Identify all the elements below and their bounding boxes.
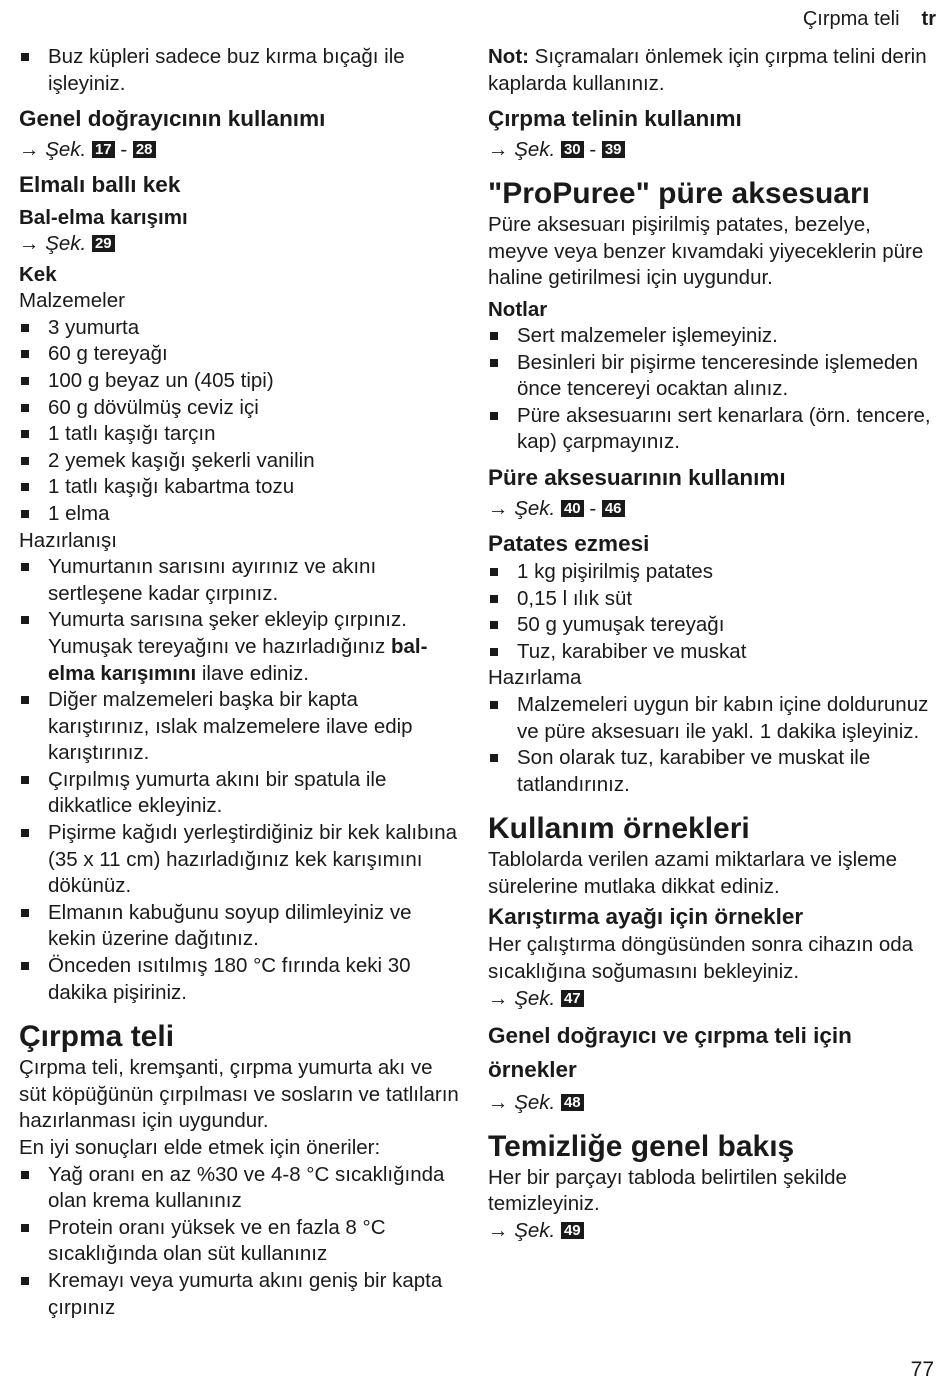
intro-bullet-list	[19, 44, 459, 97]
list-item: Son olarak tuz, karabiber ve muskat ile tatlandırınız.	[488, 745, 936, 798]
figure-number-badge: 39	[602, 141, 625, 158]
list-item: 3 yumurta	[19, 315, 459, 342]
list-item: Kremayı veya yumurta akını geniş bir kapta çırpınız	[19, 1268, 459, 1321]
figure-ref-genel-cirpma	[488, 1090, 936, 1116]
figure-ref-pure	[488, 496, 936, 522]
right-column	[488, 44, 936, 1244]
running-header	[803, 8, 936, 31]
list-item: 2 yemek kaşığı şekerli vanilin	[19, 448, 459, 475]
figure-number-badge: 30	[561, 141, 584, 158]
heading-kek: Kek	[19, 263, 57, 287]
list-item: 1 tatlı kaşığı tarçın	[19, 421, 459, 448]
list-item: Önceden ısıtılmış 180 °C fırında keki 30 dakika pişiriniz.	[19, 953, 459, 1006]
figure-ref-label: Şek.	[514, 496, 556, 520]
figure-number-badge: 40	[561, 500, 584, 517]
list-item: Pişirme kağıdı yerleştirdiğiniz bir kek kalıbına (35 x 11 cm) hazırladığınız kek karışımını dökünüz.	[19, 820, 459, 900]
figure-ref-label: Şek.	[514, 986, 556, 1010]
heading-pure-kullanimi: Püre aksesuarının kullanımı	[488, 464, 786, 490]
list-item: Protein oranı yüksek ve en fazla 8 °C sıcaklığında olan süt kullanınız	[19, 1215, 459, 1268]
arrow-icon: →	[488, 1218, 515, 1242]
step-bold-text: bal-elma karışımını	[48, 634, 428, 685]
figure-number-badge: 29	[92, 235, 115, 252]
figure-ref-karistirma	[488, 986, 936, 1012]
kullanim-description: Tablolarda verilen azami miktarlara ve işleme sürelerine mutlaka dikkat ediniz.	[488, 848, 898, 898]
list-item: Tuz, karabiber ve muskat	[488, 639, 936, 666]
steps-list-continued	[19, 687, 459, 1006]
list-item: Yağ oranı en az %30 ve 4-8 °C sıcaklığında olan krema kullanınız	[19, 1162, 459, 1215]
heading-kullanim-ornekleri: Kullanım örnekleri	[488, 812, 750, 846]
list-item: Çırpılmış yumurta akını bir spatula ile dikkatlice ekleyiniz.	[19, 767, 459, 820]
list-item	[19, 607, 459, 687]
figure-ref-genel	[19, 137, 459, 163]
figure-number-badge: 17	[92, 141, 115, 158]
list-item: Besinleri bir pişirme tenceresinde işlemeden önce tencereyi ocaktan alınız.	[488, 350, 936, 403]
steps-list	[19, 554, 459, 687]
list-item: 1 kg pişirilmiş patates	[488, 559, 936, 586]
list-item: 60 g tereyağı	[19, 341, 459, 368]
arrow-icon: →	[488, 138, 515, 162]
cirpma-tips-intro: En iyi sonuçları elde etmek için öneriler:	[19, 1136, 381, 1159]
note-paragraph	[488, 44, 936, 97]
figure-ref-label: Şek.	[45, 232, 87, 256]
figure-ref-separator: -	[583, 496, 602, 520]
figure-number-badge: 49	[561, 1222, 584, 1239]
list-item: Malzemeleri uygun bir kabın içine doldurunuz ve püre aksesuarı ile yakl. 1 dakika işleyiniz.	[488, 692, 936, 745]
left-column	[19, 44, 459, 1321]
patates-ingredients-list	[488, 559, 936, 665]
list-item: Diğer malzemeleri başka bir kapta karıştırınız, ıslak malzemelere ilave edip karıştırınız.	[19, 687, 459, 767]
header-language-code: tr	[921, 8, 936, 30]
heading-patates-ezmesi: Patates ezmesi	[488, 530, 650, 556]
heading-notlar: Notlar	[488, 297, 548, 321]
list-item: Elmanın kabuğunu soyup dilimleyiniz ve kekin üzerine dağıtınız.	[19, 900, 459, 953]
arrow-icon: →	[488, 496, 515, 520]
figure-ref-balelma	[19, 231, 459, 257]
heading-bal-elma-karisimi: Bal-elma karışımı	[19, 206, 188, 230]
figure-number-badge: 46	[602, 500, 625, 517]
figure-ref-label: Şek.	[514, 1090, 556, 1114]
note-text: Sıçramaları önlemek için çırpma telini derin kaplarda kullanınız.	[488, 45, 927, 95]
step-text: ilave ediniz.	[196, 661, 309, 685]
figure-ref-cirpma	[488, 137, 936, 163]
figure-ref-separator: -	[114, 138, 133, 162]
header-section-title: Çırpma teli	[802, 8, 900, 30]
figure-ref-temizlik	[488, 1218, 936, 1244]
list-item: Püre aksesuarını sert kenarlara (örn. tencere, kap) çarpmayınız.	[488, 403, 936, 456]
list-item: 0,15 l ılık süt	[488, 586, 936, 613]
heading-cirpma-kullanimi: Çırpma telinin kullanımı	[488, 106, 742, 132]
heading-elmali-balli-kek: Elmalı ballı kek	[19, 172, 181, 198]
notlar-list	[488, 323, 936, 456]
list-item: Sert malzemeler işlemeyiniz.	[488, 323, 936, 350]
figure-ref-label: Şek.	[514, 138, 556, 162]
page-number: 77	[910, 1358, 934, 1381]
list-item: 1 elma	[19, 501, 459, 528]
step-text: Yumurta sarısına şeker ekleyip çırpınız. Yumuşak tereyağını ve hazırladığınız	[48, 608, 407, 658]
subheading-malzemeler: Malzemeler	[19, 289, 125, 313]
list-item: Yumurtanın sarısını ayırınız ve akını sertleşene kadar çırpınız.	[19, 554, 459, 607]
subheading-hazirlama: Hazırlama	[488, 666, 582, 690]
figure-ref-label: Şek.	[514, 1218, 556, 1242]
heading-propuree: "ProPuree" püre aksesuarı	[488, 177, 870, 211]
arrow-icon: →	[19, 232, 46, 256]
heading-genel-cirpma-ornekler: Genel doğrayıcı ve çırpma teli için örnekler	[488, 1022, 852, 1082]
cirpma-description: Çırpma teli, kremşanti, çırpma yumurta akı ve süt köpüğünün çırpılması ve sosların ve tatlıların hazırlanması için uygundur.	[19, 1056, 459, 1133]
karistirma-description: Her çalıştırma döngüsünden sonra cihazın oda sıcaklığına soğumasını bekleyiniz.	[488, 933, 914, 984]
list-item: 50 g yumuşak tereyağı	[488, 612, 936, 639]
heading-temizlik: Temizliğe genel bakış	[488, 1129, 795, 1163]
figure-ref-separator: -	[583, 138, 602, 162]
figure-number-badge: 48	[561, 1094, 584, 1111]
list-item: 60 g dövülmüş ceviz içi	[19, 395, 459, 422]
heading-cirpma-teli: Çırpma teli	[19, 1020, 175, 1054]
note-label: Not:	[488, 45, 529, 68]
figure-number-badge: 47	[561, 990, 584, 1007]
hazirlama-steps-list	[488, 692, 936, 798]
figure-ref-label: Şek.	[45, 138, 87, 162]
figure-number-badge: 28	[133, 141, 156, 158]
arrow-icon: →	[488, 986, 515, 1010]
heading-karistirma-ornekler: Karıştırma ayağı için örnekler	[488, 904, 804, 930]
list-item: 100 g beyaz un (405 tipi)	[19, 368, 459, 395]
list-item: 1 tatlı kaşığı kabartma tozu	[19, 474, 459, 501]
cirpma-tips-list	[19, 1162, 459, 1322]
arrow-icon: →	[488, 1090, 515, 1114]
list-item: Buz küpleri sadece buz kırma bıçağı ile işleyiniz.	[19, 44, 459, 97]
propuree-description: Püre aksesuarı pişirilmiş patates, bezelye, meyve veya benzer kıvamdaki yiyeceklerin püre haline getirilmesi için uygundur.	[488, 213, 924, 290]
arrow-icon: →	[19, 138, 46, 162]
subheading-hazirlanisi: Hazırlanışı	[19, 528, 117, 552]
temizlik-description: Her bir parçayı tabloda belirtilen şekilde temizleyiniz.	[488, 1165, 847, 1216]
heading-genel-dograyici: Genel doğrayıcının kullanımı	[19, 106, 326, 132]
ingredients-list	[19, 315, 459, 528]
